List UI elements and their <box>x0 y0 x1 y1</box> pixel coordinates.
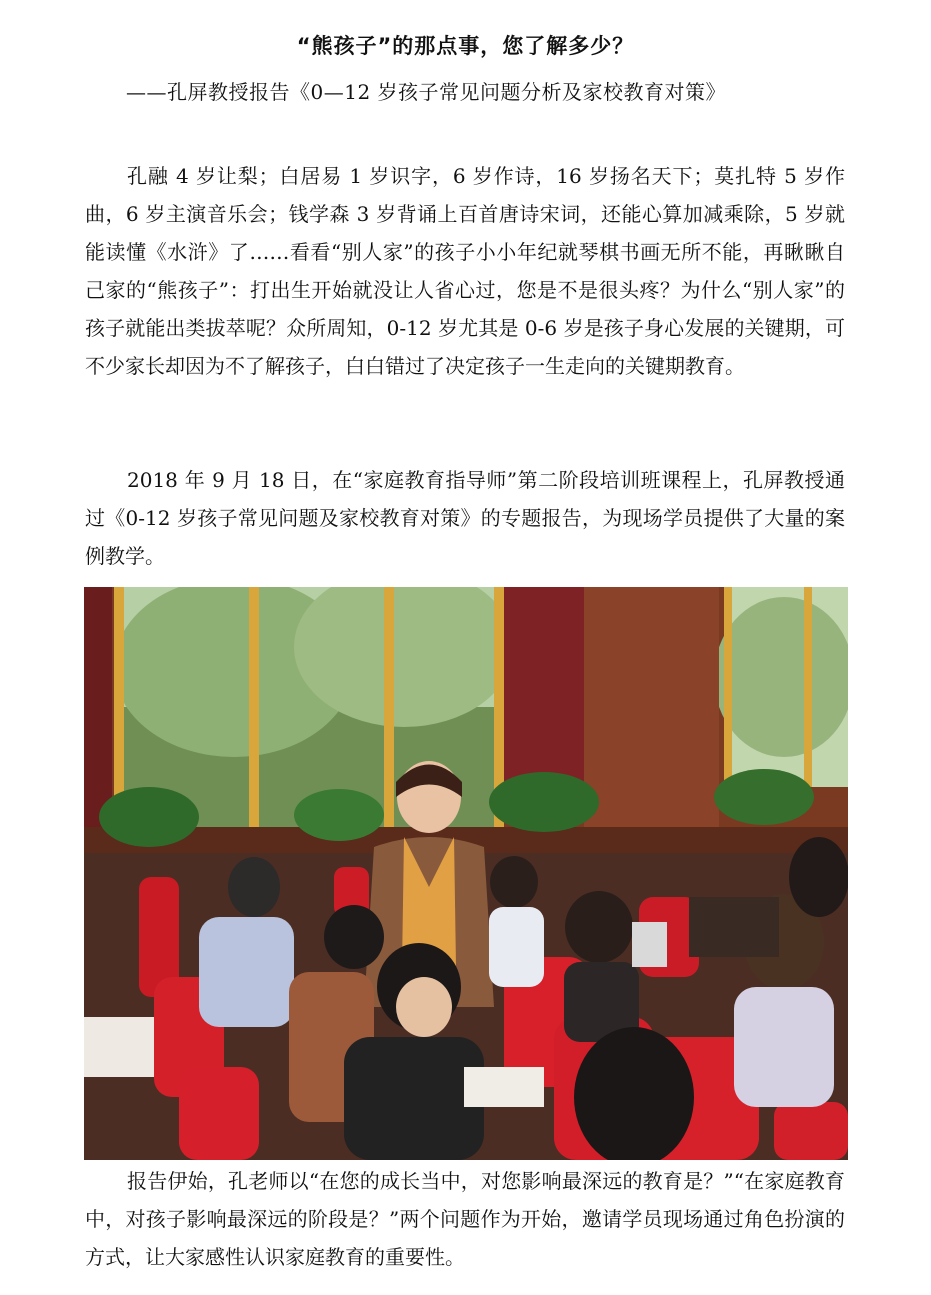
article-subtitle: ——孔屏教授报告《0—12 岁孩子常见问题分析及家校教育对策》 <box>126 80 727 104</box>
paragraph-intro: 孔融 4 岁让梨；白居易 1 岁识字，6 岁作诗，16 岁扬名天下；莫扎特 5 岁作曲，6 岁主演音乐会；钱学森 3 岁背诵上百首唐诗宋词，还能心算加减乘除，5 岁就能读懂《水浒》了……看看“别人家”的孩子小小年纪就琴棋书画无所不能，再瞅瞅自己家的“熊孩子”：打出生开始就没让人省心过，您是不是很头疼？为什么“别人家”的孩子就能出类拔萃呢？众所周知，0-12 岁尤其是 0-6 岁是孩子身心发展的关键期，可不少家长却因为不了解孩子，白白错过了决定孩子一生走向的关键期教育。 <box>85 164 845 378</box>
classroom-photo <box>84 587 848 1160</box>
paragraph-event: 2018 年 9 月 18 日，在“家庭教育指导师”第二阶段培训班课程上，孔屏教授通过《0-12 岁孩子常见问题及家校教育对策》的专题报告，为现场学员提供了大量的案例教学。 <box>85 468 845 568</box>
paragraph-report-start: 报告伊始，孔老师以“在您的成长当中，对您影响最深远的教育是？”“在家庭教育中，对孩子影响最深远的阶段是？”两个问题作为开始，邀请学员现场通过角色扮演的方式，让大家感性认识家庭教育的重要性。 <box>85 1169 845 1269</box>
article-title: “熊孩子”的那点事，您了解多少？ <box>296 34 635 58</box>
